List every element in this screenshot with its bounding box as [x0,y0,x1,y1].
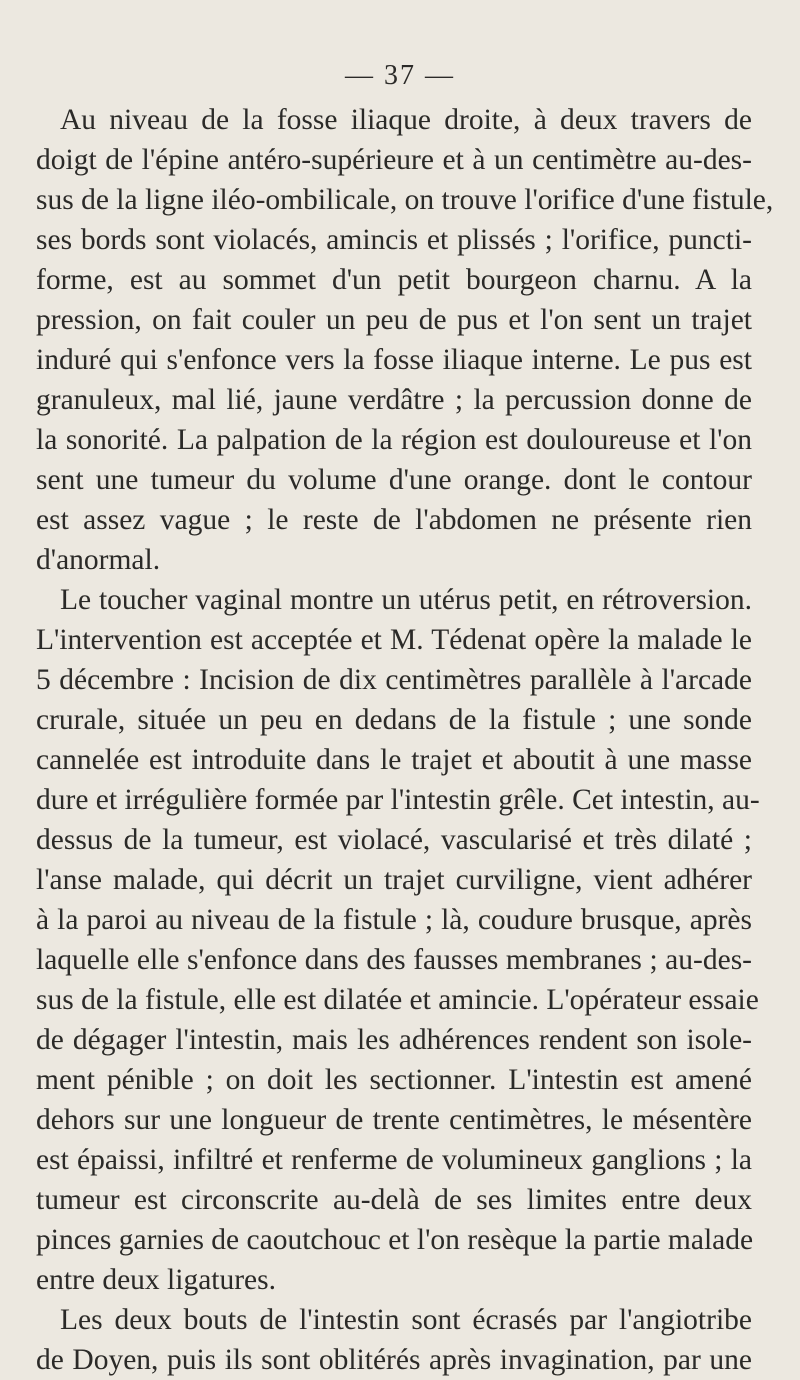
text-line: dessus de la tumeur, est violacé, vascularisé et très dilaté ; [36,824,752,856]
text-line: à la paroi au niveau de la fistule ; là, coudure brusque, après [36,904,752,936]
text-line: sus de la ligne iléo-ombilicale, on trouve l'orifice d'une fistule, [36,184,774,216]
text-line: induré qui s'enfonce vers la fosse iliaque interne. Le pus est [36,344,752,376]
text-line: entre deux ligatures. [36,1264,277,1296]
text-line: la sonorité. La palpation de la région est douloureuse et l'on [36,424,752,456]
text-line: Le toucher vaginal montre un utérus petit, en rétroversion. [60,584,752,616]
text-line: pinces garnies de caoutchouc et l'on resèque la partie malade [36,1224,754,1256]
text-line: granuleux, mal lié, jaune verdâtre ; la percussion donne de [36,384,752,416]
text-line: laquelle elle s'enfonce dans des fausses membranes ; au-des- [36,944,752,976]
text-line: dehors sur une longueur de trente centimètres, le mésentère [36,1104,752,1136]
text-line: ses bords sont violacés, amincis et plissés ; l'orifice, puncti- [36,224,752,256]
text-line: ment pénible ; on doit les sectionner. L'intestin est amené [36,1064,752,1096]
page-number: — 37 — [345,60,455,91]
text-line: L'intervention est acceptée et M. Tédenat opère la malade le [36,624,752,656]
text-line: est épaissi, infiltré et renferme de volumineux ganglions ; la [36,1144,752,1176]
text-line: pression, on fait couler un peu de pus et l'on sent un trajet [36,304,752,336]
text-line: l'anse malade, qui décrit un trajet curviligne, vient adhérer [36,864,752,896]
text-line: cannelée est introduite dans le trajet et aboutit à une masse [36,744,752,776]
text-line: forme, est au sommet d'un petit bourgeon charnu. A la [36,264,752,296]
text-line: de dégager l'intestin, mais les adhérences rendent son isole- [36,1024,752,1056]
text-line: est assez vague ; le reste de l'abdomen ne présente rien [36,504,752,536]
text-line: sus de la fistule, elle est dilatée et amincie. L'opérateur essaie [36,984,759,1016]
text-line: tumeur est circonscrite au-delà de ses limites entre deux [36,1184,752,1216]
text-line: dure et irrégulière formée par l'intestin grêle. Cet intestin, au- [36,784,760,816]
text-line: d'anormal. [36,544,161,576]
text-line: crurale, située un peu en dedans de la fistule ; une sonde [36,704,752,736]
text-line: Les deux bouts de l'intestin sont écrasés par l'angiotribe [60,1304,752,1336]
text-line: doigt de l'épine antéro-supérieure et à un centimètre au-des- [36,144,752,176]
text-line: Au niveau de la fosse iliaque droite, à deux travers de [60,104,752,136]
text-line: de Doyen, puis ils sont oblitérés après invagination, par une [36,1344,752,1376]
text-line: sent une tumeur du volume d'une orange. dont le contour [36,464,752,496]
text-line: 5 décembre : Incision de dix centimètres parallèle à l'arcade [36,664,752,696]
